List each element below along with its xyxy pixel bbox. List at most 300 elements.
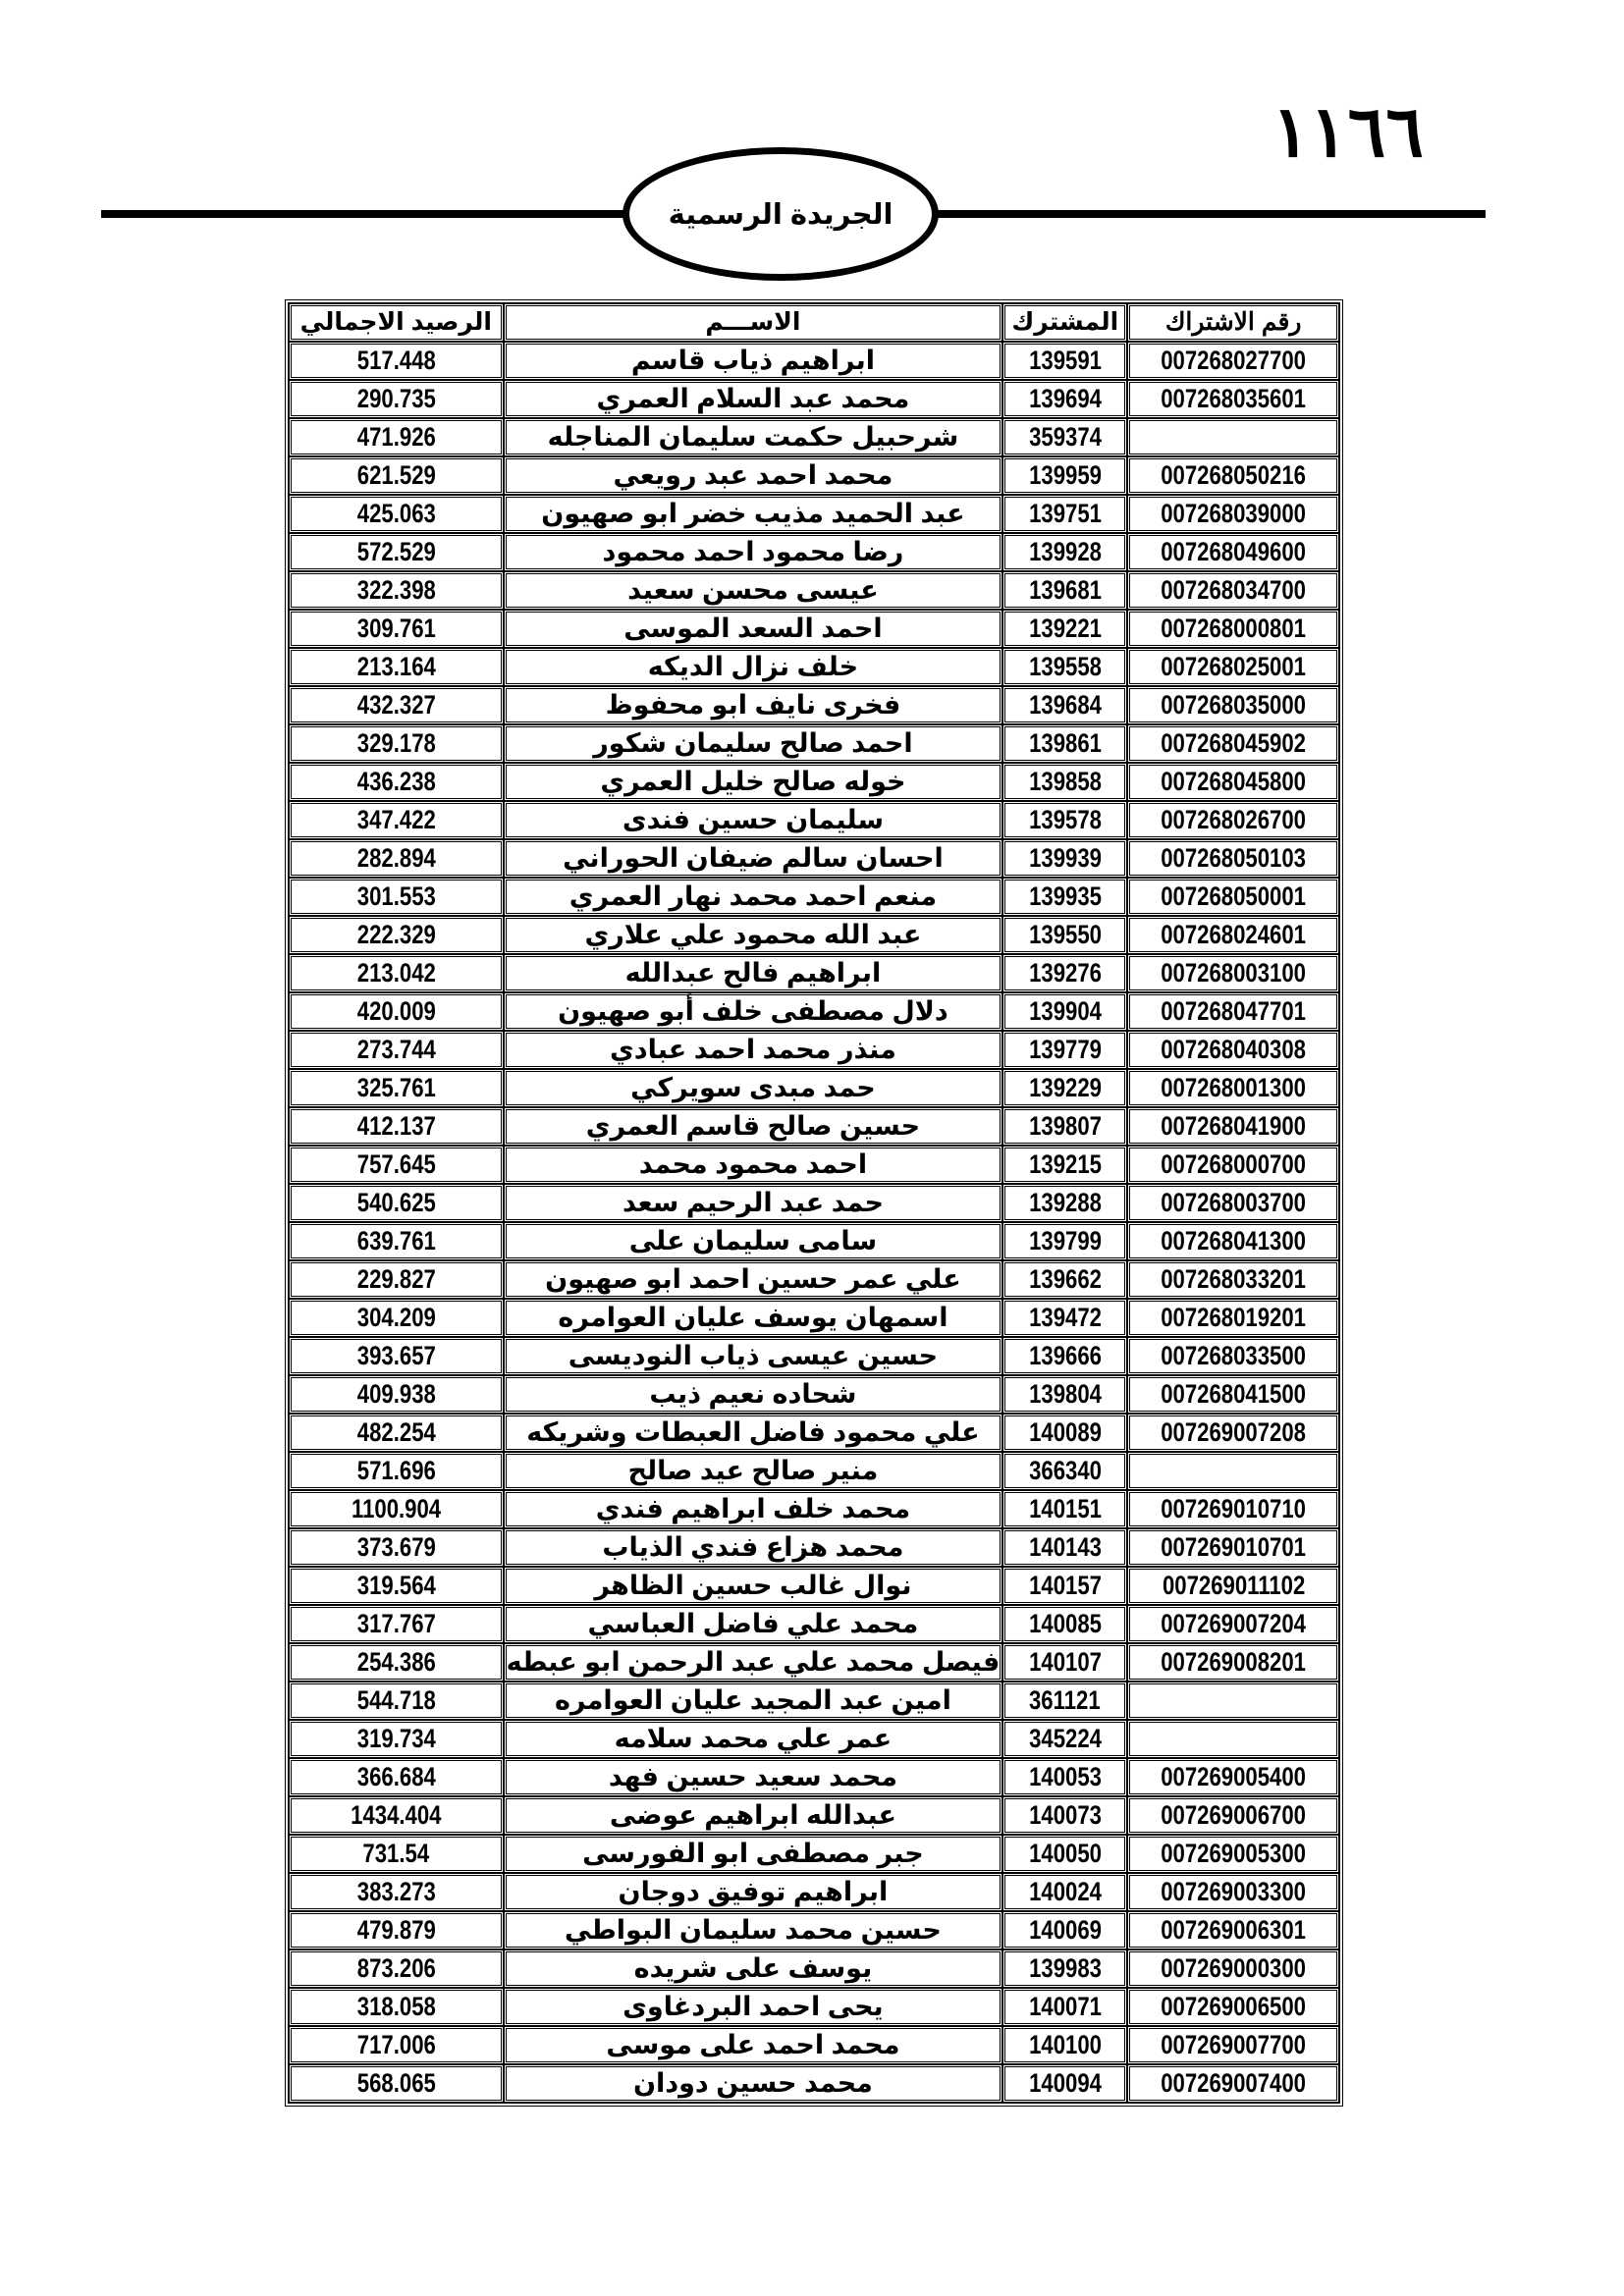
table-row bbox=[289, 571, 1339, 610]
subscriber-text: 139558 bbox=[1028, 652, 1102, 681]
balance-text: 222.329 bbox=[356, 920, 436, 949]
table-row bbox=[289, 1567, 1339, 1605]
name-text: احمد محمود محمد bbox=[638, 1149, 868, 1179]
account-number-text: 007268033201 bbox=[1161, 1264, 1307, 1294]
subscriber-cell bbox=[1002, 1643, 1127, 1682]
balance-text: 436.238 bbox=[356, 767, 436, 796]
name-cell bbox=[504, 992, 1003, 1031]
account-number-cell bbox=[1127, 1375, 1339, 1414]
balance-cell bbox=[289, 1337, 504, 1375]
name-text: خوله صالح خليل العمري bbox=[600, 767, 906, 796]
name-cell bbox=[504, 686, 1003, 724]
name-cell bbox=[504, 1375, 1003, 1414]
balance-cell bbox=[289, 1796, 504, 1835]
balance-text: 229.827 bbox=[356, 1264, 436, 1294]
account-number-cell bbox=[1127, 456, 1339, 495]
subscriber-text: 139684 bbox=[1028, 690, 1102, 720]
table-row bbox=[289, 1490, 1339, 1528]
account-number-cell bbox=[1127, 1567, 1339, 1605]
subscriber-cell bbox=[1002, 610, 1127, 648]
name-cell bbox=[504, 1069, 1003, 1107]
name-cell bbox=[504, 1873, 1003, 1911]
subscriber-text: 139928 bbox=[1028, 537, 1102, 566]
table-row bbox=[289, 801, 1339, 839]
name-cell bbox=[504, 1567, 1003, 1605]
balance-cell bbox=[289, 1643, 504, 1682]
balance-text: 213.042 bbox=[356, 958, 436, 988]
account-number-cell bbox=[1127, 1107, 1339, 1146]
subscriber-cell bbox=[1002, 1146, 1127, 1184]
name-text: علي عمر حسين احمد ابو صهيون bbox=[545, 1264, 961, 1294]
table-row bbox=[289, 1988, 1339, 2026]
name-cell bbox=[504, 878, 1003, 916]
balance-cell bbox=[289, 954, 504, 992]
column-header-subscriber: المشترك bbox=[1002, 303, 1127, 342]
account-number-text: 007268049600 bbox=[1161, 537, 1307, 566]
balance-text: 319.734 bbox=[356, 1724, 436, 1753]
account-number-text: 007268003700 bbox=[1161, 1188, 1307, 1217]
balance-cell bbox=[289, 380, 504, 418]
name-cell bbox=[504, 1682, 1003, 1720]
table-row bbox=[289, 1682, 1339, 1720]
subscriber-text: 139751 bbox=[1028, 499, 1102, 528]
balance-cell bbox=[289, 1567, 504, 1605]
subscriber-text: 140069 bbox=[1028, 1915, 1102, 1945]
subscriber-text: 139550 bbox=[1028, 920, 1102, 949]
subscriber-text: 140050 bbox=[1028, 1839, 1102, 1868]
subscriber-text: 140073 bbox=[1028, 1800, 1102, 1830]
balance-text: 482.254 bbox=[356, 1417, 436, 1447]
subscriber-cell bbox=[1002, 456, 1127, 495]
subscriber-cell bbox=[1002, 1528, 1127, 1567]
table-row bbox=[289, 1184, 1339, 1222]
name-cell bbox=[504, 1796, 1003, 1835]
name-text: عبد الحميد مذيب خضر ابو صهيون bbox=[541, 499, 965, 528]
table-row bbox=[289, 1643, 1339, 1682]
subscriber-cell bbox=[1002, 1452, 1127, 1490]
table-row bbox=[289, 2064, 1339, 2103]
subscriber-text: 139215 bbox=[1028, 1149, 1102, 1179]
name-text: محمد خلف ابراهيم فندي bbox=[595, 1494, 911, 1523]
balance-cell bbox=[289, 1720, 504, 1758]
balance-cell bbox=[289, 495, 504, 533]
balance-cell bbox=[289, 916, 504, 954]
subscribers-table bbox=[285, 299, 1343, 2107]
name-text: شحاده نعيم ذيب bbox=[649, 1379, 857, 1409]
table-row bbox=[289, 954, 1339, 992]
subscriber-cell bbox=[1002, 1184, 1127, 1222]
table-row bbox=[289, 916, 1339, 954]
name-text: يحى احمد البردغاوى bbox=[623, 1992, 884, 2021]
account-number-text: 007268045800 bbox=[1161, 767, 1307, 796]
balance-cell bbox=[289, 1949, 504, 1988]
balance-text: 373.679 bbox=[356, 1532, 436, 1562]
name-cell bbox=[504, 724, 1003, 763]
subscriber-text: 140100 bbox=[1028, 2030, 1102, 2059]
account-number-cell bbox=[1127, 2064, 1339, 2103]
table-row bbox=[289, 992, 1339, 1031]
name-text: امين عبد المجيد عليان العوامره bbox=[554, 1685, 951, 1715]
table-row bbox=[289, 380, 1339, 418]
subscriber-text: 139935 bbox=[1028, 881, 1102, 911]
subscriber-text: 345224 bbox=[1028, 1724, 1102, 1753]
table-row bbox=[289, 1873, 1339, 1911]
account-number-cell bbox=[1127, 342, 1339, 380]
subscriber-text: 140085 bbox=[1028, 1609, 1102, 1638]
table-row bbox=[289, 878, 1339, 916]
name-text: محمد حسين دودان bbox=[632, 2068, 873, 2098]
account-number-text: 007268050001 bbox=[1161, 881, 1307, 911]
name-text: خلف نزال الديكه bbox=[647, 652, 859, 681]
subscriber-cell bbox=[1002, 1567, 1127, 1605]
table-row bbox=[289, 1337, 1339, 1375]
account-number-cell bbox=[1127, 418, 1339, 456]
name-cell bbox=[504, 2064, 1003, 2103]
table-row bbox=[289, 1720, 1339, 1758]
subscriber-cell bbox=[1002, 1222, 1127, 1260]
name-text: ابراهيم فالح عبدالله bbox=[624, 958, 882, 988]
account-number-cell bbox=[1127, 763, 1339, 801]
table-row bbox=[289, 1146, 1339, 1184]
column-header-total-balance: الرصيد الاجمالي bbox=[289, 303, 504, 342]
balance-text: 731.54 bbox=[362, 1839, 430, 1868]
name-text: محمد هزاع فندي الذياب bbox=[602, 1532, 904, 1562]
table-row bbox=[289, 1758, 1339, 1796]
balance-text: 383.273 bbox=[356, 1877, 436, 1906]
balance-cell bbox=[289, 1452, 504, 1490]
subscriber-cell bbox=[1002, 1107, 1127, 1146]
account-number-text: 007268026700 bbox=[1161, 805, 1307, 834]
name-text: حسين عيسى ذياب النوديسى bbox=[568, 1341, 939, 1370]
name-text: حسين محمد سليمان البواطي bbox=[565, 1915, 942, 1945]
balance-cell bbox=[289, 1758, 504, 1796]
name-text: عيسى محسن سعيد bbox=[627, 575, 879, 605]
account-number-text: 007268003100 bbox=[1161, 958, 1307, 988]
balance-cell bbox=[289, 1375, 504, 1414]
name-cell bbox=[504, 495, 1003, 533]
account-number-cell bbox=[1127, 839, 1339, 878]
balance-cell bbox=[289, 801, 504, 839]
subscriber-text: 139983 bbox=[1028, 1953, 1102, 1983]
account-number-cell bbox=[1127, 916, 1339, 954]
table-row bbox=[289, 1069, 1339, 1107]
account-number-cell bbox=[1127, 1796, 1339, 1835]
subscriber-cell bbox=[1002, 1414, 1127, 1452]
table-row bbox=[289, 1452, 1339, 1490]
balance-text: 1100.904 bbox=[351, 1494, 441, 1523]
account-number-cell bbox=[1127, 1222, 1339, 1260]
balance-cell bbox=[289, 992, 504, 1031]
column-header-name: الاســـم bbox=[504, 303, 1003, 342]
name-text: محمد عبد السلام العمري bbox=[596, 384, 910, 413]
balance-cell bbox=[289, 1260, 504, 1299]
name-text: جبر مصطفى ابو الفورسى bbox=[582, 1839, 924, 1868]
balance-text: 309.761 bbox=[356, 614, 436, 643]
table-row bbox=[289, 1796, 1339, 1835]
subscriber-cell bbox=[1002, 380, 1127, 418]
account-number-text: 007269000300 bbox=[1161, 1953, 1307, 1983]
name-cell bbox=[504, 1260, 1003, 1299]
table-row bbox=[289, 1299, 1339, 1337]
subscriber-cell bbox=[1002, 1375, 1127, 1414]
subscriber-cell bbox=[1002, 1835, 1127, 1873]
balance-text: 479.879 bbox=[356, 1915, 436, 1945]
account-number-text: 007269010701 bbox=[1161, 1532, 1307, 1562]
account-number-cell bbox=[1127, 1949, 1339, 1988]
account-number-cell bbox=[1127, 992, 1339, 1031]
account-number-text: 007269007208 bbox=[1161, 1417, 1307, 1447]
name-cell bbox=[504, 1184, 1003, 1222]
table-row bbox=[289, 1911, 1339, 1949]
balance-text: 639.761 bbox=[356, 1226, 436, 1255]
balance-text: 471.926 bbox=[356, 422, 436, 452]
table-row bbox=[289, 610, 1339, 648]
account-number-cell bbox=[1127, 1031, 1339, 1069]
balance-text: 301.553 bbox=[356, 881, 436, 911]
table-row bbox=[289, 1835, 1339, 1873]
name-cell bbox=[504, 533, 1003, 571]
subscriber-text: 140107 bbox=[1028, 1647, 1102, 1677]
subscriber-text: 139904 bbox=[1028, 996, 1102, 1026]
account-number-cell bbox=[1127, 1720, 1339, 1758]
name-cell bbox=[504, 916, 1003, 954]
balance-text: 621.529 bbox=[356, 460, 436, 490]
subscriber-cell bbox=[1002, 533, 1127, 571]
name-text: حسين صالح قاسم العمري bbox=[585, 1111, 921, 1141]
balance-text: 322.398 bbox=[356, 575, 436, 605]
table-row bbox=[289, 456, 1339, 495]
table-row bbox=[289, 648, 1339, 686]
subscriber-cell bbox=[1002, 1949, 1127, 1988]
account-number-cell bbox=[1127, 1873, 1339, 1911]
name-text: عبد الله محمود علي علاري bbox=[584, 920, 922, 949]
table-row bbox=[289, 1222, 1339, 1260]
table-row bbox=[289, 533, 1339, 571]
gazette-title: الجريدة الرسمية bbox=[668, 198, 893, 231]
balance-cell bbox=[289, 839, 504, 878]
name-text: شرحبيل حكمت سليمان المناجله bbox=[547, 422, 959, 452]
account-number-cell bbox=[1127, 1988, 1339, 2026]
account-number-cell bbox=[1127, 1490, 1339, 1528]
subscriber-text: 361121 bbox=[1029, 1685, 1102, 1715]
account-number-cell bbox=[1127, 380, 1339, 418]
name-cell bbox=[504, 380, 1003, 418]
account-number-text: 007268041300 bbox=[1161, 1226, 1307, 1255]
balance-text: 213.164 bbox=[356, 652, 436, 681]
subscriber-text: 139694 bbox=[1028, 384, 1102, 413]
subscriber-text: 139666 bbox=[1028, 1341, 1102, 1370]
name-text: محمد احمد عبد رويعي bbox=[613, 460, 893, 490]
balance-text: 420.009 bbox=[356, 996, 436, 1026]
name-text: فيصل محمد علي عبد الرحمن ابو عبطه bbox=[506, 1647, 1001, 1677]
subscriber-text: 139221 bbox=[1028, 614, 1102, 643]
account-number-text: 007268040308 bbox=[1161, 1035, 1307, 1064]
balance-cell bbox=[289, 686, 504, 724]
balance-text: 544.718 bbox=[356, 1685, 436, 1715]
balance-text: 1434.404 bbox=[351, 1800, 442, 1830]
account-number-text: 007268027700 bbox=[1161, 346, 1307, 375]
balance-text: 572.529 bbox=[356, 537, 436, 566]
account-number-cell bbox=[1127, 954, 1339, 992]
subscriber-cell bbox=[1002, 2064, 1127, 2103]
subscriber-text: 140157 bbox=[1028, 1571, 1102, 1600]
account-number-cell bbox=[1127, 1337, 1339, 1375]
name-cell bbox=[504, 1605, 1003, 1643]
account-number-cell bbox=[1127, 686, 1339, 724]
account-number-text: 007269007400 bbox=[1161, 2068, 1307, 2098]
subscriber-text: 140053 bbox=[1028, 1762, 1102, 1791]
account-number-cell bbox=[1127, 610, 1339, 648]
table-row bbox=[289, 724, 1339, 763]
subscriber-cell bbox=[1002, 1337, 1127, 1375]
subscriber-cell bbox=[1002, 342, 1127, 380]
name-text: حمد مبدى سويركي bbox=[630, 1073, 876, 1102]
table-row bbox=[289, 686, 1339, 724]
balance-cell bbox=[289, 1069, 504, 1107]
subscriber-text: 139939 bbox=[1028, 843, 1102, 873]
subscriber-text: 359374 bbox=[1028, 422, 1102, 452]
table-header-row bbox=[289, 303, 1339, 342]
balance-cell bbox=[289, 2064, 504, 2103]
balance-text: 717.006 bbox=[356, 2030, 436, 2059]
table-row bbox=[289, 1949, 1339, 1988]
balance-text: 325.761 bbox=[356, 1073, 436, 1102]
subscriber-text: 139799 bbox=[1028, 1226, 1102, 1255]
account-number-text: 007268034700 bbox=[1161, 575, 1307, 605]
account-number-text: 007269007204 bbox=[1161, 1609, 1307, 1638]
subscriber-text: 139276 bbox=[1028, 958, 1102, 988]
name-text: ابراهيم ذياب قاسم bbox=[630, 346, 876, 375]
name-text: يوسف على شريده bbox=[633, 1953, 873, 1983]
subscriber-text: 139779 bbox=[1028, 1035, 1102, 1064]
account-number-text: 007268019201 bbox=[1161, 1303, 1307, 1332]
balance-text: 319.564 bbox=[356, 1571, 436, 1600]
name-cell bbox=[504, 571, 1003, 610]
subscriber-cell bbox=[1002, 1031, 1127, 1069]
account-number-cell bbox=[1127, 1835, 1339, 1873]
balance-text: 282.894 bbox=[356, 843, 436, 873]
table-row bbox=[289, 1107, 1339, 1146]
balance-cell bbox=[289, 763, 504, 801]
balance-cell bbox=[289, 1490, 504, 1528]
subscriber-text: 139472 bbox=[1028, 1303, 1102, 1332]
account-number-cell bbox=[1127, 878, 1339, 916]
balance-text: 568.065 bbox=[356, 2068, 436, 2098]
subscriber-text: 140071 bbox=[1028, 1992, 1102, 2021]
balance-cell bbox=[289, 1682, 504, 1720]
account-number-cell bbox=[1127, 1260, 1339, 1299]
account-number-text: 007269005400 bbox=[1161, 1762, 1307, 1791]
name-text: نوال غالب حسين الظاهر bbox=[594, 1571, 912, 1600]
balance-text: 432.327 bbox=[356, 690, 436, 720]
subscriber-cell bbox=[1002, 1069, 1127, 1107]
name-cell bbox=[504, 1222, 1003, 1260]
account-number-text: 007269010710 bbox=[1161, 1494, 1307, 1523]
subscriber-text: 139959 bbox=[1028, 460, 1102, 490]
name-cell bbox=[504, 801, 1003, 839]
balance-cell bbox=[289, 1414, 504, 1452]
account-number-cell bbox=[1127, 801, 1339, 839]
name-cell bbox=[504, 1758, 1003, 1796]
name-cell bbox=[504, 648, 1003, 686]
subscriber-text: 140151 bbox=[1028, 1494, 1102, 1523]
balance-text: 304.209 bbox=[356, 1303, 436, 1332]
account-number-cell bbox=[1127, 1069, 1339, 1107]
table-row bbox=[289, 763, 1339, 801]
table-row bbox=[289, 1260, 1339, 1299]
balance-text: 412.137 bbox=[356, 1111, 436, 1141]
balance-cell bbox=[289, 1222, 504, 1260]
balance-cell bbox=[289, 1031, 504, 1069]
account-number-cell bbox=[1127, 1414, 1339, 1452]
name-cell bbox=[504, 1835, 1003, 1873]
name-text: عبدالله ابراهيم عوضى bbox=[609, 1800, 896, 1830]
name-text: رضا محمود احمد محمود bbox=[602, 537, 904, 566]
account-number-cell bbox=[1127, 1528, 1339, 1567]
name-cell bbox=[504, 1911, 1003, 1949]
account-number-text: 007268039000 bbox=[1161, 499, 1307, 528]
name-text: ابراهيم توفيق دوجان bbox=[618, 1877, 889, 1906]
name-text: احسان سالم ضيفان الحوراني bbox=[563, 843, 944, 873]
account-number-text: 007269006700 bbox=[1161, 1800, 1307, 1830]
subscriber-cell bbox=[1002, 724, 1127, 763]
subscriber-cell bbox=[1002, 1911, 1127, 1949]
balance-text: 317.767 bbox=[356, 1609, 436, 1638]
account-number-cell bbox=[1127, 571, 1339, 610]
name-cell bbox=[504, 763, 1003, 801]
name-cell bbox=[504, 1146, 1003, 1184]
balance-cell bbox=[289, 1911, 504, 1949]
balance-text: 254.386 bbox=[356, 1647, 436, 1677]
name-cell bbox=[504, 954, 1003, 992]
subscriber-cell bbox=[1002, 1796, 1127, 1835]
account-number-text: 007268035601 bbox=[1161, 384, 1307, 413]
account-number-cell bbox=[1127, 1299, 1339, 1337]
subscriber-text: 140143 bbox=[1028, 1532, 1102, 1562]
name-text: فخرى نايف ابو محفوظ bbox=[605, 690, 901, 720]
balance-cell bbox=[289, 418, 504, 456]
account-number-cell bbox=[1127, 495, 1339, 533]
subscriber-cell bbox=[1002, 686, 1127, 724]
account-number-cell bbox=[1127, 1146, 1339, 1184]
account-number-cell bbox=[1127, 1643, 1339, 1682]
page-number: ١١٦٦ bbox=[1272, 93, 1424, 172]
subscriber-cell bbox=[1002, 878, 1127, 916]
name-cell bbox=[504, 456, 1003, 495]
subscriber-text: 139681 bbox=[1028, 575, 1102, 605]
balance-cell bbox=[289, 342, 504, 380]
balance-cell bbox=[289, 648, 504, 686]
subscriber-text: 139578 bbox=[1028, 805, 1102, 834]
account-number-text: 007268001300 bbox=[1161, 1073, 1307, 1102]
subscriber-cell bbox=[1002, 1873, 1127, 1911]
balance-text: 540.625 bbox=[356, 1188, 436, 1217]
subscriber-text: 139804 bbox=[1028, 1379, 1102, 1409]
name-text: سليمان حسين فندى bbox=[622, 805, 885, 834]
subscriber-cell bbox=[1002, 648, 1127, 686]
account-number-text: 007269008201 bbox=[1161, 1647, 1307, 1677]
subscriber-cell bbox=[1002, 1605, 1127, 1643]
account-number-cell bbox=[1127, 1682, 1339, 1720]
subscriber-text: 139807 bbox=[1028, 1111, 1102, 1141]
name-cell bbox=[504, 342, 1003, 380]
subscriber-text: 139288 bbox=[1028, 1188, 1102, 1217]
balance-cell bbox=[289, 1184, 504, 1222]
column-header-account-number: رقم الاشتراك bbox=[1127, 303, 1339, 342]
name-text: سامى سليمان على bbox=[628, 1226, 878, 1255]
subscriber-cell bbox=[1002, 992, 1127, 1031]
balance-text: 425.063 bbox=[356, 499, 436, 528]
